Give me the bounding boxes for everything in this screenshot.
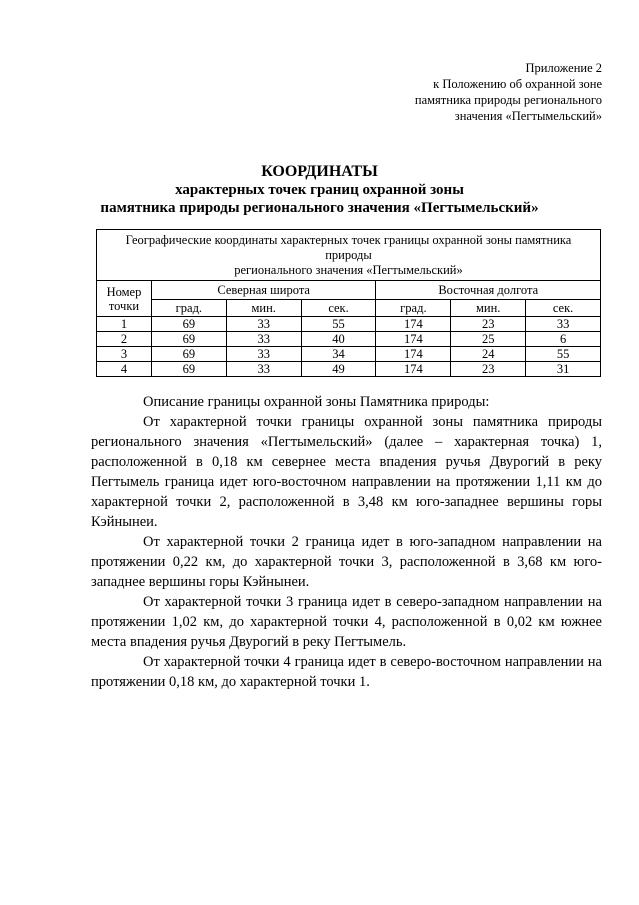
unit-header: мин.: [226, 300, 301, 317]
table-cell: 33: [526, 317, 601, 332]
description-paragraph: От характерной точки 2 граница идет в юго-западном направлении на протяжении 0,22 км, до характерной точки 3, расположенной в 3,68 км юго-западнее вершины горы Кэйнынеи.: [91, 534, 602, 590]
document-title: [40, 163, 599, 217]
table-caption: [97, 230, 601, 281]
table-cell: 6: [526, 332, 601, 347]
table-cell: 174: [376, 347, 451, 362]
table-cell: 1: [97, 317, 152, 332]
coordinates-table: [96, 229, 601, 377]
point-number-header: Номер точки: [97, 281, 152, 317]
table-row: [97, 332, 601, 347]
description-paragraph: От характерной точки 4 граница идет в северо-восточном направлении на протяжении 0,18 км, до характерной точки 1.: [91, 654, 602, 690]
table-caption-line: Географические координаты характерных точек границы охранной зоны памятника природы: [125, 232, 572, 262]
table-caption-line: регионального значения «Пегтымельский»: [234, 262, 463, 277]
table-cell: 174: [376, 317, 451, 332]
table-cell: 174: [376, 332, 451, 347]
table-cell: 69: [151, 317, 226, 332]
longitude-header: Восточная долгота: [376, 281, 601, 300]
title-subtitle: характерных точек границ охранной зоны: [175, 182, 464, 198]
table-cell: 23: [451, 317, 526, 332]
appendix-line: к Положению об охранной зоне: [433, 77, 602, 91]
title-main: КООРДИНАТЫ: [261, 163, 378, 180]
table-cell: 24: [451, 347, 526, 362]
table-cell: 34: [301, 347, 376, 362]
title-subtitle: памятника природы регионального значения «Пегтымельский»: [100, 200, 539, 216]
table-row: [97, 347, 601, 362]
description-paragraph: От характерной точки 3 граница идет в северо-западном направлении на протяжении 1,02 км, до характерной точки 4, расположенной в 0,02 км южнее места впадения ручья Двурогий в реку Пегтымель.: [91, 594, 602, 650]
appendix-note: [302, 60, 602, 124]
unit-header: град.: [151, 300, 226, 317]
unit-header: град.: [376, 300, 451, 317]
table-cell: 174: [376, 362, 451, 377]
unit-header: мин.: [451, 300, 526, 317]
table-cell: 31: [526, 362, 601, 377]
table-cell: 2: [97, 332, 152, 347]
appendix-line: Приложение 2: [525, 61, 602, 75]
latitude-header: Северная широта: [151, 281, 376, 300]
table-cell: 33: [226, 317, 301, 332]
appendix-line: значения «Пегтымельский»: [454, 109, 602, 123]
unit-header: сек.: [301, 300, 376, 317]
table-cell: 55: [526, 347, 601, 362]
table-cell: 23: [451, 362, 526, 377]
table-cell: 4: [97, 362, 152, 377]
table-cell: 49: [301, 362, 376, 377]
table-cell: 25: [451, 332, 526, 347]
table-row: [97, 362, 601, 377]
table-cell: 40: [301, 332, 376, 347]
appendix-line: памятника природы регионального: [414, 93, 602, 107]
table-cell: 33: [226, 362, 301, 377]
table-row: [97, 317, 601, 332]
table-cell: 69: [151, 362, 226, 377]
table-cell: 55: [301, 317, 376, 332]
table-cell: 33: [226, 332, 301, 347]
description-heading: Описание границы охранной зоны Памятника природы:: [143, 394, 490, 410]
table-cell: 3: [97, 347, 152, 362]
table-cell: 69: [151, 347, 226, 362]
boundary-description: [91, 392, 602, 692]
description-paragraph: От характерной точки границы охранной зоны памятника природы регионального значения «Пегтымельский» (далее – характерная точка) 1, расположенной в 0,18 км севернее места впадения ручья Двурогий в реку Пегтымель граница идет юго-восточном направлении на протяжении 1,11 км до характерной точки 2, расположенной в 3,48 км юго-западнее вершины горы Кэйнынеи.: [91, 414, 602, 530]
unit-header: сек.: [526, 300, 601, 317]
table-cell: 69: [151, 332, 226, 347]
table-cell: 33: [226, 347, 301, 362]
